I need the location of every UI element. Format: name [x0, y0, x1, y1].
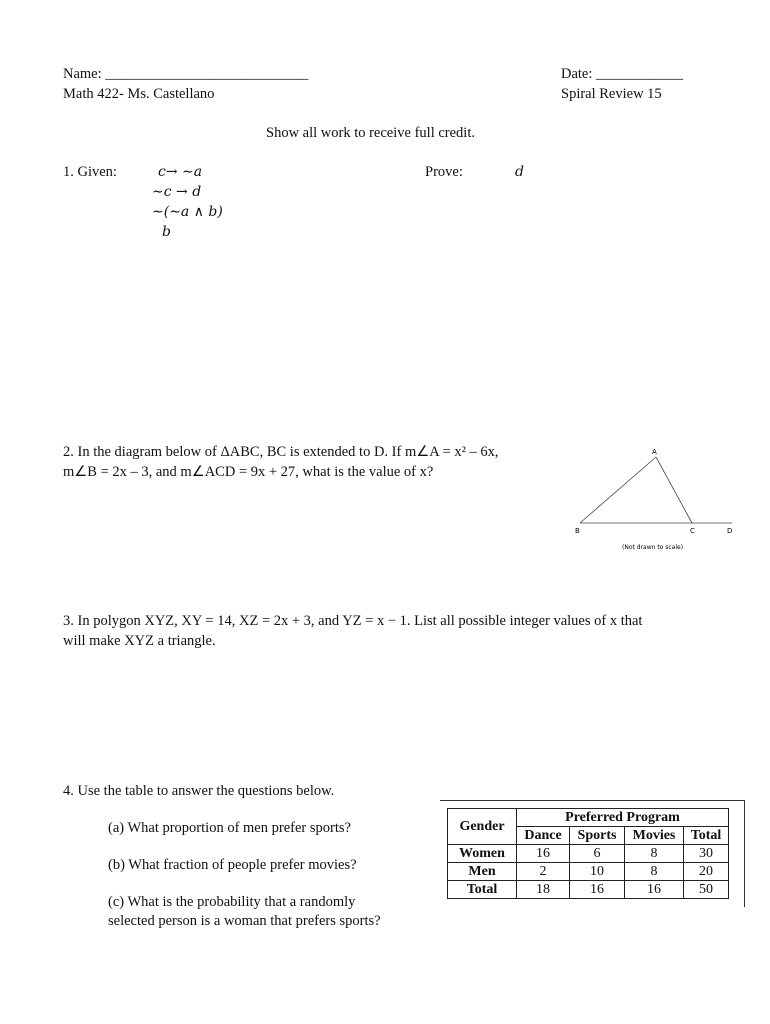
diagram-caption: (Not drawn to scale): [622, 544, 684, 551]
table-cell: 2: [517, 863, 570, 881]
q4-intro: 4. Use the table to answer the questions below.: [63, 783, 335, 799]
table-cell: 8: [625, 863, 684, 881]
q1-prove-label: Prove:: [425, 164, 463, 180]
column-header-dance: Dance: [517, 827, 570, 845]
gender-header: Gender: [448, 809, 517, 845]
table-row: [448, 881, 729, 899]
q4-part-b: (b) What fraction of people prefer movies?: [108, 857, 357, 873]
row-label-total: Total: [448, 881, 517, 899]
table-row: [448, 863, 729, 881]
label-a: A: [652, 448, 657, 456]
column-header-total: Total: [684, 827, 729, 845]
preference-table: [447, 808, 729, 899]
q4-part-c-line-2: selected person is a woman that prefers sports?: [108, 913, 381, 929]
date-line: Date: ____________: [561, 66, 684, 82]
table-cell: 8: [625, 845, 684, 863]
q4-part-a: (a) What proportion of men prefer sports?: [108, 820, 351, 836]
table-cell: 30: [684, 845, 729, 863]
column-header-sports: Sports: [570, 827, 625, 845]
name-line: Name: ____________________________: [63, 66, 309, 82]
q2-text-line-1: 2. In the diagram below of ΔABC, BC is extended to D. If m∠A = x² – 6x,: [63, 444, 499, 460]
table-cell: 20: [684, 863, 729, 881]
column-header-movies: Movies: [625, 827, 684, 845]
class-label: Math 422- Ms. Castellano: [63, 86, 215, 102]
table-cell: 16: [625, 881, 684, 899]
row-label-women: Women: [448, 845, 517, 863]
q1-given-line-3: ∼(∼a ∧ b): [152, 204, 223, 220]
q1-given-line-4: b: [162, 224, 171, 240]
review-label: Spiral Review 15: [561, 86, 662, 102]
table-cell: 10: [570, 863, 625, 881]
q3-text-line-2: will make XYZ a triangle.: [63, 633, 216, 649]
table-cell: 16: [570, 881, 625, 899]
q1-given-line-2: ∼c → d: [152, 184, 202, 200]
triangle-diagram: [570, 442, 745, 554]
q1-given-label: 1. Given:: [63, 164, 117, 180]
preferred-program-header: Preferred Program: [517, 809, 729, 827]
q4-part-c-line-1: (c) What is the probability that a randomly: [108, 894, 356, 910]
table-cell: 6: [570, 845, 625, 863]
q3-text-line-1: 3. In polygon XYZ, XY = 14, XZ = 2x + 3, and YZ = x − 1. List all possible integer values of x that: [63, 613, 643, 629]
table-row: [448, 845, 729, 863]
segment-ab: [580, 457, 656, 523]
label-b: B: [575, 527, 580, 535]
instructions: Show all work to receive full credit.: [266, 125, 475, 141]
label-c: C: [690, 527, 695, 535]
label-d: D: [727, 527, 733, 535]
table-cell: 50: [684, 881, 729, 899]
q1-given-line-1: c→ ∼a: [158, 164, 203, 180]
table-cell: 18: [517, 881, 570, 899]
segment-ac: [656, 457, 692, 523]
row-label-men: Men: [448, 863, 517, 881]
q1-prove-value: d: [515, 164, 524, 180]
table-cell: 16: [517, 845, 570, 863]
q2-text-line-2: m∠B = 2x – 3, and m∠ACD = 9x + 27, what is the value of x?: [63, 464, 434, 480]
